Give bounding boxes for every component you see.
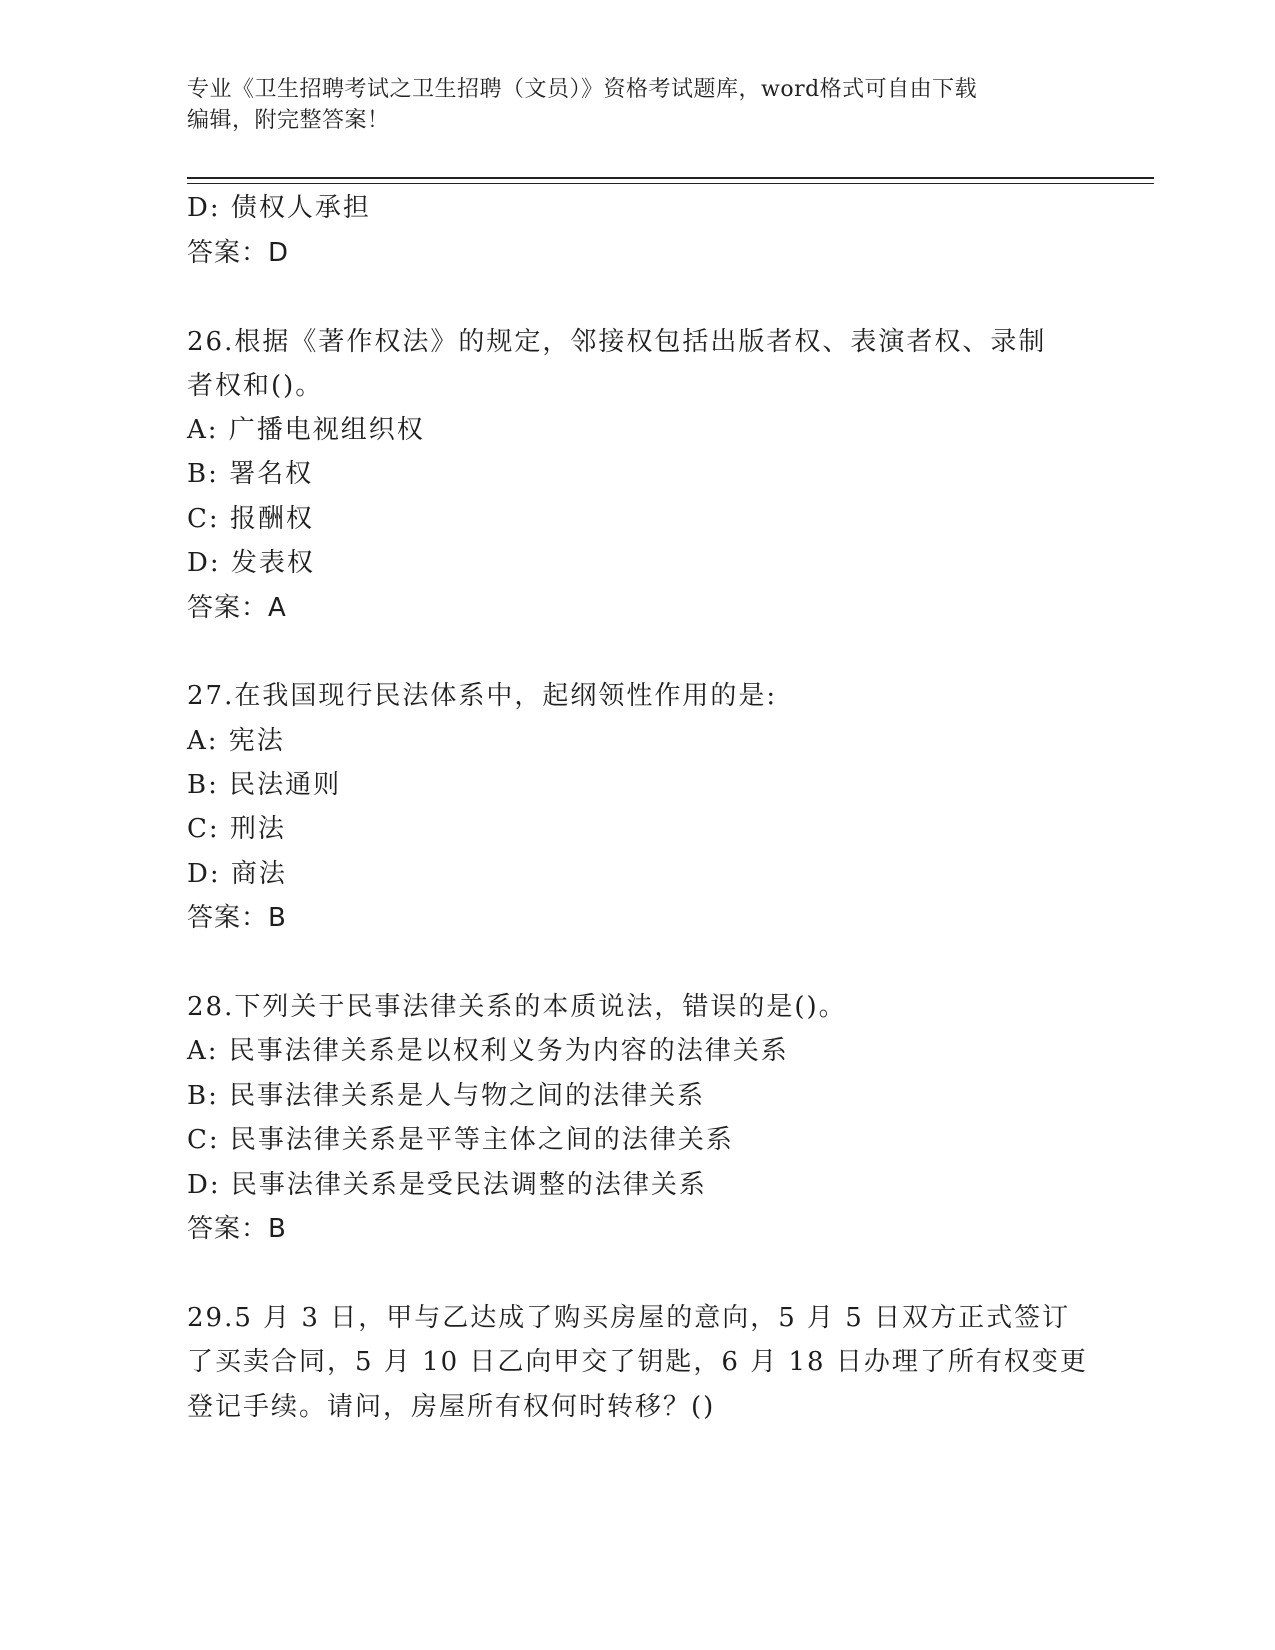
q27-option-a: A: 宪法 xyxy=(187,726,285,756)
q26-answer: 答案：A xyxy=(187,593,287,623)
q28-option-a: A: 民事法律关系是以权利义务为内容的法律关系 xyxy=(187,1036,789,1066)
q28-stem-line-1: 28.下列关于民事法律关系的本质说法，错误的是()。 xyxy=(187,992,847,1022)
q27-stem-line-1: 27.在我国现行民法体系中，起纲领性作用的是: xyxy=(187,681,778,711)
q29-stem-line-2: 了买卖合同，5 月 10 日乙向甲交了钥匙，6 月 18 日办理了所有权变更 xyxy=(187,1347,1088,1377)
header-line-1: 专业《卫生招聘考试之卫生招聘（文员）》资格考试题库，word格式可自由下载 xyxy=(187,77,978,102)
q26-option-a: A: 广播电视组织权 xyxy=(187,415,425,445)
document-header xyxy=(187,74,1067,136)
header-divider-thick xyxy=(187,177,1154,179)
q27-option-c: C: 刑法 xyxy=(187,814,286,844)
q27-option-b: B: 民法通则 xyxy=(187,770,342,800)
q26-option-c: C: 报酬权 xyxy=(187,504,314,534)
q29-stem-line-3: 登记手续。请问，房屋所有权何时转移？() xyxy=(187,1392,716,1422)
q26-option-b: B: 署名权 xyxy=(187,459,314,489)
q28-option-b: B: 民事法律关系是人与物之间的法律关系 xyxy=(187,1081,706,1111)
q26-option-d: D: 发表权 xyxy=(187,548,315,578)
q26-stem-line-1: 26.根据《著作权法》的规定，邻接权包括出版者权、表演者权、录制 xyxy=(187,327,1047,357)
header-divider-thin xyxy=(187,183,1154,184)
header-line-2: 编辑，附完整答案！ xyxy=(187,108,390,133)
q27-option-d: D: 商法 xyxy=(187,859,287,889)
q28-option-d: D: 民事法律关系是受民法调整的法律关系 xyxy=(187,1170,707,1200)
q28-option-c: C: 民事法律关系是平等主体之间的法律关系 xyxy=(187,1125,734,1155)
q26-stem-line-2: 者权和()。 xyxy=(187,371,324,401)
q28-answer: 答案：B xyxy=(187,1214,287,1244)
prev-option-d: D: 债权人承担 xyxy=(187,193,371,223)
prev-answer: 答案：D xyxy=(187,238,290,268)
q29-stem-line-1: 29.5 月 3 日，甲与乙达成了购买房屋的意向，5 月 5 日双方正式签订 xyxy=(187,1303,1071,1333)
q27-answer: 答案：B xyxy=(187,903,287,933)
